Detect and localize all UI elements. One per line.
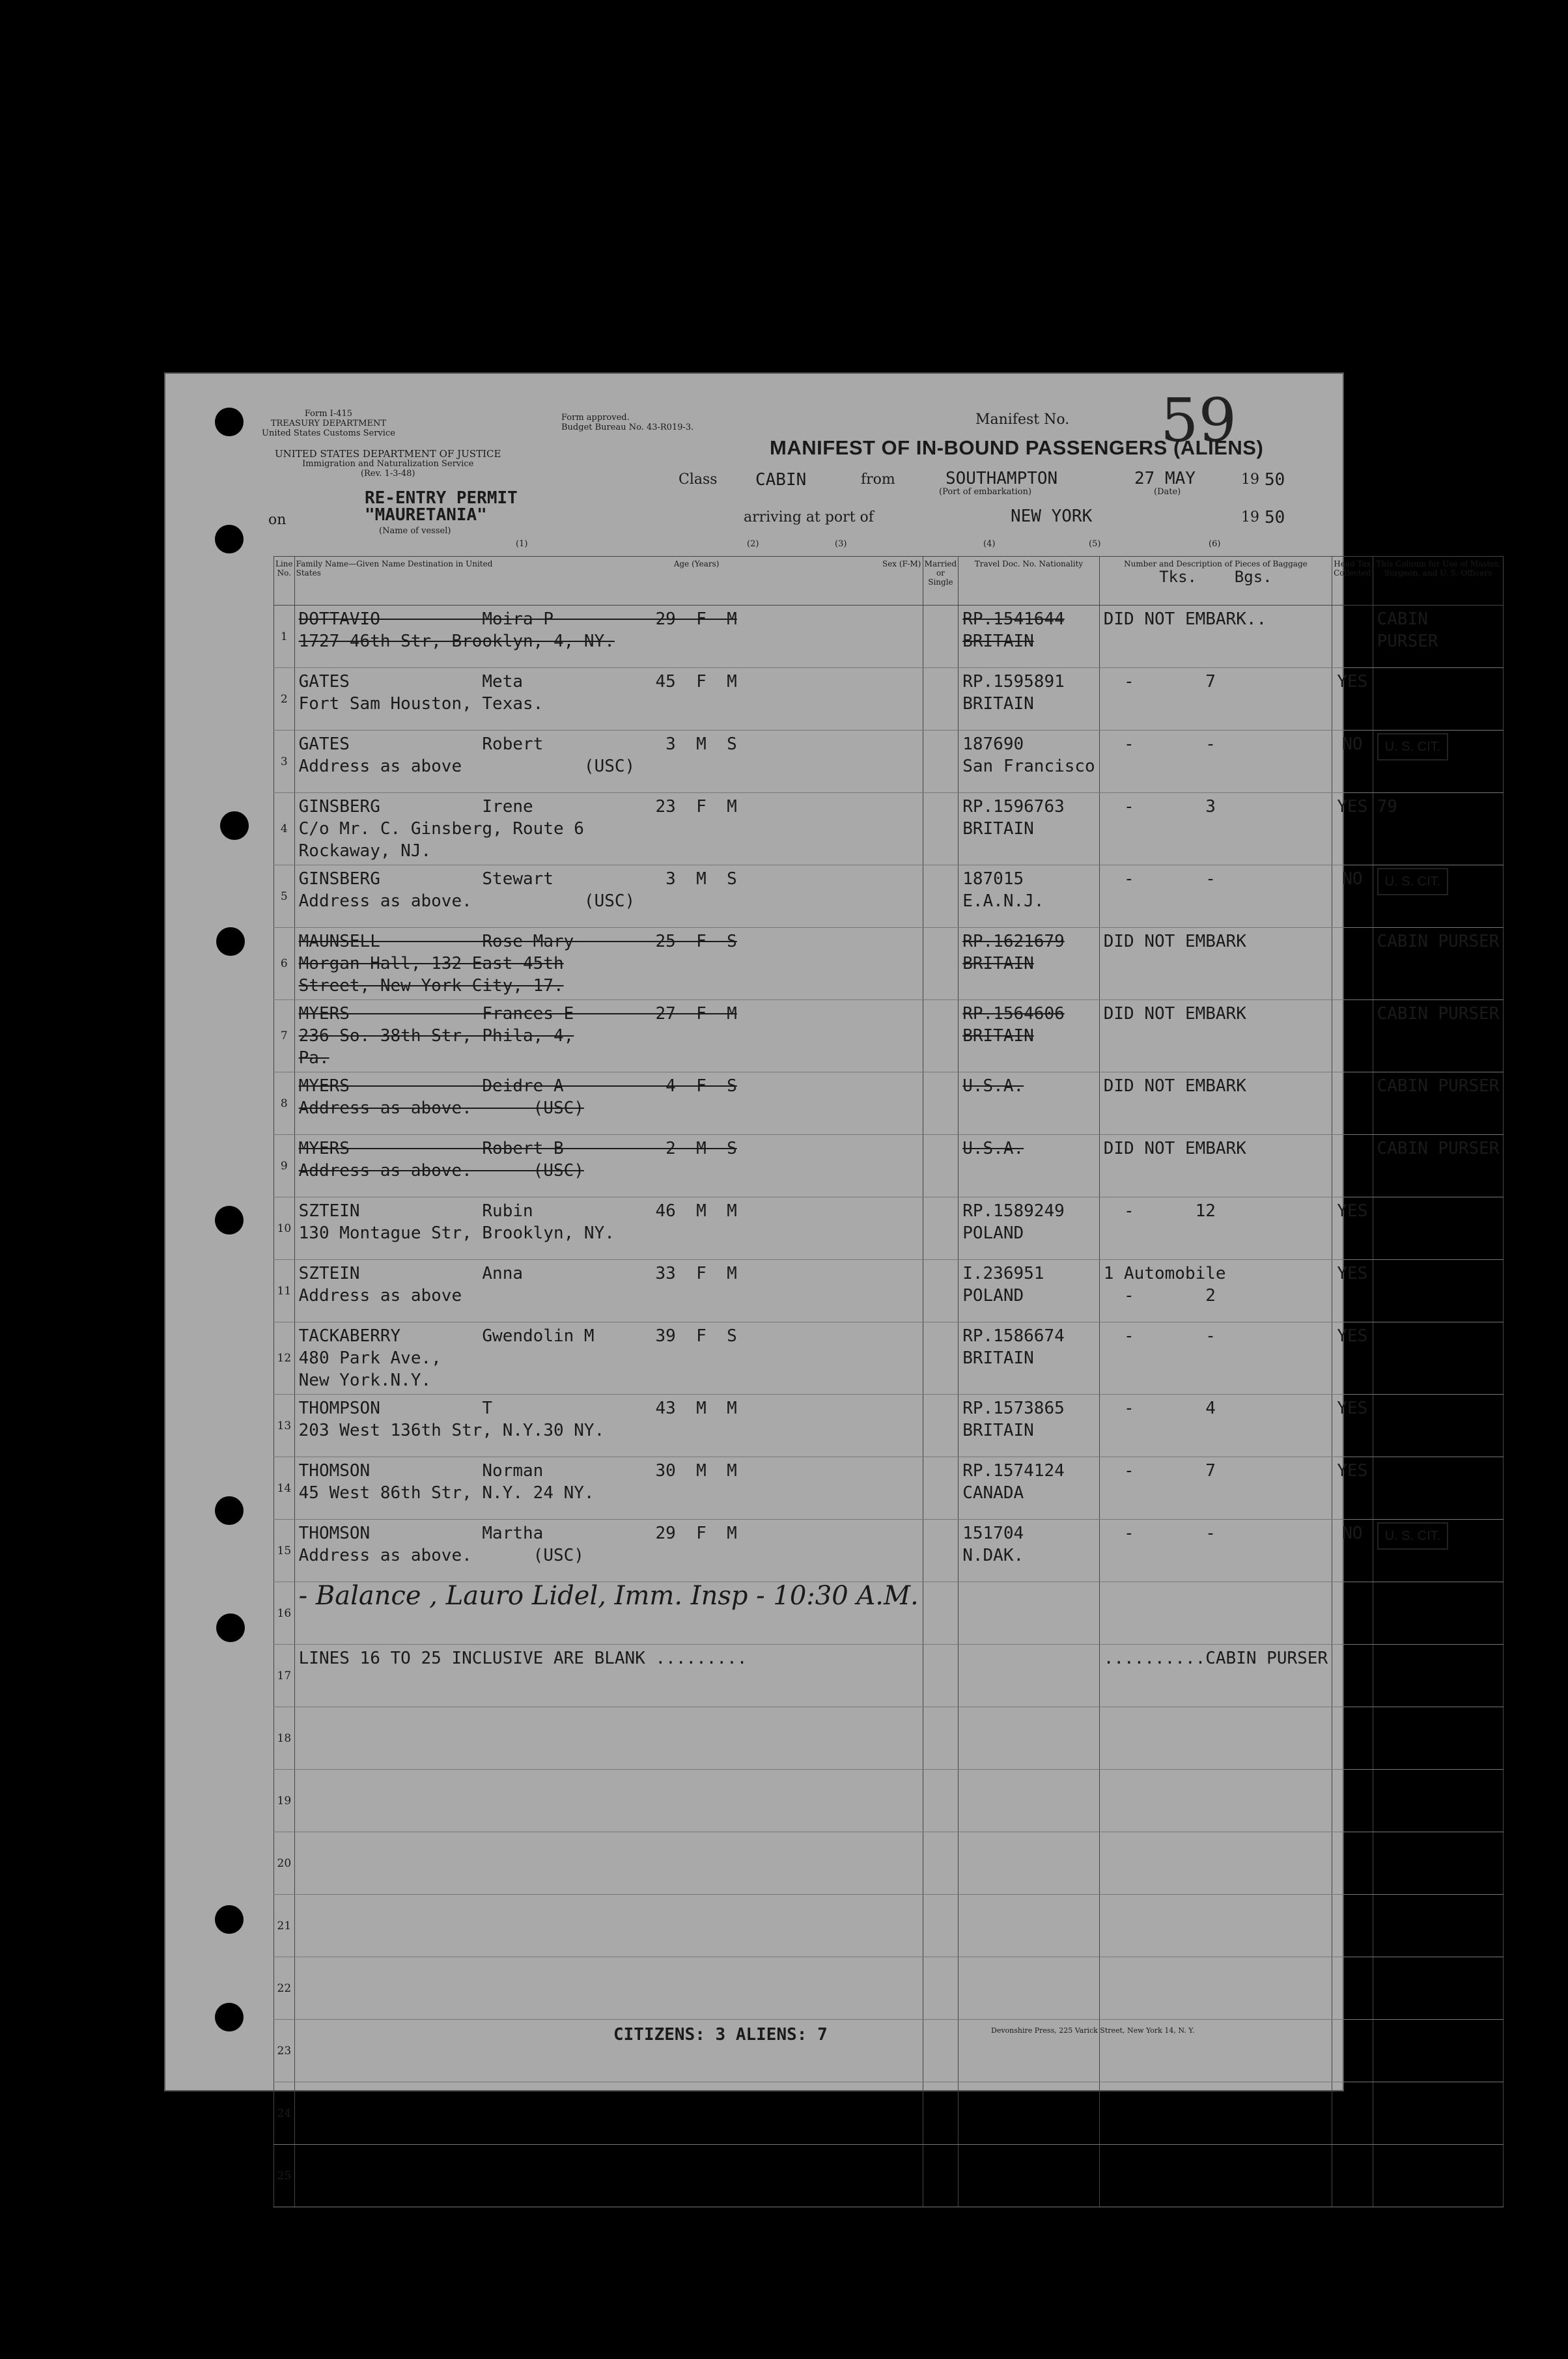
table-header [274, 557, 1504, 606]
table-row [274, 928, 1504, 1000]
cell-doc: RP.1595891 BRITAIN [959, 668, 1100, 731]
cell-off [1373, 1707, 1504, 1770]
cell-ms [923, 1000, 959, 1072]
form-block: Form I-415 TREASURY DEPARTMENT United States Customs Service [262, 409, 395, 438]
cell-off [1373, 1957, 1504, 2020]
col-sex: Sex (F-M) [882, 559, 921, 568]
cell-line: 2 [274, 668, 295, 731]
year-prefix-2: 19 [1241, 509, 1259, 525]
punch-hole [220, 811, 249, 840]
col-doc: Travel Doc. No. Nationality [959, 557, 1100, 606]
cell-off [1373, 668, 1504, 731]
cell-bag: - 12 [1099, 1197, 1332, 1260]
cell-line: 9 [274, 1135, 295, 1197]
cell-line: 12 [274, 1322, 295, 1395]
embark-caption: (Port of embarkation) [939, 487, 1032, 497]
year: 50 [1265, 470, 1285, 490]
cell-off [1373, 1645, 1504, 1707]
cell-off: U. S. CIT. [1373, 865, 1504, 928]
col-name-label: Family Name—Given Name Destination in United States [296, 559, 493, 578]
cell-doc [959, 1957, 1100, 2020]
cell-tax [1332, 1582, 1373, 1645]
cell-off [1373, 2082, 1504, 2145]
cell-off [1373, 2020, 1504, 2082]
totals: CITIZENS: 3 ALIENS: 7 [613, 2025, 828, 2045]
cell-line: 14 [274, 1457, 295, 1520]
table-row [274, 793, 1504, 865]
approval-block: Form approved. Budget Bureau No. 43-R019-3. [561, 413, 694, 432]
cell-name: MYERS Frances E 27 F M 236 So. 38th Str, Phila, 4, Pa. [294, 1000, 923, 1072]
col-num-3: (3) [835, 539, 847, 549]
table-row [274, 1770, 1504, 1832]
col-tax: Head Tax Collected [1332, 557, 1373, 606]
cell-off [1373, 2145, 1504, 2207]
col-baggage-label: Number and Description of Pieces of Baggage [1124, 559, 1308, 568]
cell-tax [1332, 1895, 1373, 1957]
cell-name: THOMPSON T 43 M M 203 West 136th Str, N.Y.30 NY. [294, 1395, 923, 1457]
cell-line: 13 [274, 1395, 295, 1457]
cell-tax: YES [1332, 1260, 1373, 1322]
cell-doc [959, 1832, 1100, 1895]
cell-bag: - - [1099, 1322, 1332, 1395]
cell-name: SZTEIN Anna 33 F M Address as above [294, 1260, 923, 1322]
cell-line: 19 [274, 1770, 295, 1832]
table-row [274, 1832, 1504, 1895]
cell-tax: YES [1332, 1197, 1373, 1260]
cell-bag: DID NOT EMBARK [1099, 1000, 1332, 1072]
cell-off: CABIN PURSER [1373, 606, 1504, 668]
cell-bag: - 4 [1099, 1395, 1332, 1457]
cell-ms [923, 1770, 959, 1832]
cell-bag [1099, 1707, 1332, 1770]
col-married: Married or Single [923, 557, 959, 606]
on-label: on [268, 512, 287, 528]
table-row [274, 1645, 1504, 1707]
cell-off [1373, 1895, 1504, 1957]
cell-tax [1332, 2020, 1373, 2082]
col-num-6: (6) [1209, 539, 1221, 549]
punch-hole [215, 1496, 244, 1525]
cell-name: MAUNSELL Rose Mary 25 F S Morgan Hall, 132 East 45th Street, New York City, 17. [294, 928, 923, 1000]
cell-name: - Balance , Lauro Lidel, Imm. Insp - 10:30 A.M. [294, 1582, 923, 1645]
cell-tax [1332, 2082, 1373, 2145]
cell-bag: DID NOT EMBARK.. [1099, 606, 1332, 668]
cell-tax: YES [1332, 1322, 1373, 1395]
cell-name: MYERS Deidre A 4 F S Address as above. (USC) [294, 1072, 923, 1135]
cell-line: 7 [274, 1000, 295, 1072]
cell-bag [1099, 2145, 1332, 2207]
cell-bag: ..........CABIN PURSER [1099, 1645, 1332, 1707]
cell-tax [1332, 1645, 1373, 1707]
cell-name [294, 1770, 923, 1832]
cell-doc [959, 1895, 1100, 1957]
cell-off: CABIN PURSER [1373, 1135, 1504, 1197]
cell-off [1373, 1832, 1504, 1895]
cell-line: 25 [274, 2145, 295, 2207]
table-row [274, 1000, 1504, 1072]
embark-port: SOUTHAMPTON [945, 469, 1058, 488]
cell-doc [959, 1645, 1100, 1707]
cell-doc: U.S.A. [959, 1135, 1100, 1197]
cell-ms [923, 668, 959, 731]
cell-name: GATES Meta 45 F M Fort Sam Houston, Texas. [294, 668, 923, 731]
table-row [274, 1707, 1504, 1770]
cell-doc: 187015 E.A.N.J. [959, 865, 1100, 928]
cell-bag [1099, 1770, 1332, 1832]
cell-off [1373, 1457, 1504, 1520]
re-entry-label: RE-ENTRY PERMIT [365, 488, 518, 508]
manifest-label: Manifest No. [975, 412, 1070, 428]
cell-ms [923, 1322, 959, 1395]
punch-hole [215, 1206, 244, 1235]
cell-bag: - 3 [1099, 793, 1332, 865]
cell-off [1373, 1260, 1504, 1322]
cell-line: 23 [274, 2020, 295, 2082]
cell-off [1373, 1197, 1504, 1260]
cell-bag [1099, 1957, 1332, 2020]
cell-ms [923, 1582, 959, 1645]
cell-bag: - - [1099, 1520, 1332, 1582]
table-row [274, 1457, 1504, 1520]
cell-bag: DID NOT EMBARK [1099, 1135, 1332, 1197]
cell-off: 79 [1373, 793, 1504, 865]
cell-name [294, 1832, 923, 1895]
punch-hole [215, 2003, 244, 2031]
cell-tax [1332, 928, 1373, 1000]
cell-line: 3 [274, 731, 295, 793]
cell-ms [923, 1395, 959, 1457]
cell-tax [1332, 2145, 1373, 2207]
table-row [274, 1520, 1504, 1582]
printer-imprint: Devonshire Press, 225 Varick Street, New York 14, N. Y. [991, 2026, 1195, 2035]
dept-block: UNITED STATES DEPARTMENT OF JUSTICE Immigration and Naturalization Service (Rev. 1-3-48) [275, 448, 501, 479]
arriving-label: arriving at port of [744, 509, 874, 525]
cell-tax [1332, 1707, 1373, 1770]
cell-tax [1332, 1072, 1373, 1135]
cell-ms [923, 2145, 959, 2207]
table-row [274, 1135, 1504, 1197]
cell-bag: - - [1099, 865, 1332, 928]
cell-tax [1332, 1135, 1373, 1197]
table-row [274, 668, 1504, 731]
cell-name [294, 1707, 923, 1770]
cell-off: CABIN PURSER [1373, 928, 1504, 1000]
cell-doc: RP.1541644 BRITAIN [959, 606, 1100, 668]
cell-line: 11 [274, 1260, 295, 1322]
cell-off [1373, 1582, 1504, 1645]
cell-line: 4 [274, 793, 295, 865]
cell-line: 6 [274, 928, 295, 1000]
cell-ms [923, 1260, 959, 1322]
cell-ms [923, 2020, 959, 2082]
punch-hole [215, 525, 244, 553]
cell-ms [923, 1072, 959, 1135]
arrival-port: NEW YORK [1011, 507, 1093, 526]
cell-doc: RP.1586674 BRITAIN [959, 1322, 1100, 1395]
cell-off: U. S. CIT. [1373, 731, 1504, 793]
vessel-caption: (Name of vessel) [379, 526, 451, 536]
cell-line: 16 [274, 1582, 295, 1645]
cell-name: GATES Robert 3 M S Address as above (USC) [294, 731, 923, 793]
cell-name [294, 1957, 923, 2020]
cell-tax: YES [1332, 1395, 1373, 1457]
cell-line: 1 [274, 606, 295, 668]
year-2: 50 [1265, 508, 1285, 527]
table-row [274, 1322, 1504, 1395]
table-row [274, 2082, 1504, 2145]
cell-doc: RP.1589249 POLAND [959, 1197, 1100, 1260]
col-name [294, 557, 923, 606]
table-row [274, 1395, 1504, 1457]
cell-tax [1332, 1770, 1373, 1832]
table-row [274, 2145, 1504, 2207]
punch-hole [215, 1905, 244, 1934]
table-row [274, 731, 1504, 793]
cell-ms [923, 865, 959, 928]
table-row [274, 1895, 1504, 1957]
cell-bag [1099, 1832, 1332, 1895]
cell-ms [923, 1520, 959, 1582]
cell-doc [959, 1770, 1100, 1832]
cell-doc: RP.1573865 BRITAIN [959, 1395, 1100, 1457]
class-label: Class [679, 471, 718, 488]
cell-ms [923, 1645, 959, 1707]
cell-name: TACKABERRY Gwendolin M 39 F S 480 Park Ave., New York.N.Y. [294, 1322, 923, 1395]
table-row [274, 2020, 1504, 2082]
cell-off [1373, 1322, 1504, 1395]
cell-bag [1099, 2082, 1332, 2145]
cell-bag [1099, 1582, 1332, 1645]
bgs-label: Bgs. [1234, 568, 1272, 586]
cell-name: LINES 16 TO 25 INCLUSIVE ARE BLANK ......... [294, 1645, 923, 1707]
cell-bag: DID NOT EMBARK [1099, 1072, 1332, 1135]
cell-name: THOMSON Martha 29 F M Address as above. (USC) [294, 1520, 923, 1582]
cell-tax [1332, 1957, 1373, 2020]
cell-line: 24 [274, 2082, 295, 2145]
punch-hole [215, 408, 244, 436]
cell-doc: 151704 N.DAK. [959, 1520, 1100, 1582]
cell-bag: - 7 [1099, 1457, 1332, 1520]
cell-line: 20 [274, 1832, 295, 1895]
col-baggage [1099, 557, 1332, 606]
from-label: from [861, 471, 895, 488]
cell-ms [923, 1135, 959, 1197]
cell-doc: I.236951 POLAND [959, 1260, 1100, 1322]
cell-off [1373, 1770, 1504, 1832]
cell-tax: YES [1332, 1457, 1373, 1520]
col-officers: This Column for Use of Master, Surgeon, and U. S. Officers [1373, 557, 1504, 606]
cell-name: GINSBERG Irene 23 F M C/o Mr. C. Ginsberg, Route 6 Rockaway, NJ. [294, 793, 923, 865]
cell-ms [923, 1197, 959, 1260]
cell-line: 8 [274, 1072, 295, 1135]
year-prefix: 19 [1241, 471, 1259, 488]
table-row [274, 606, 1504, 668]
cell-doc [959, 2145, 1100, 2207]
cell-tax [1332, 606, 1373, 668]
cell-ms [923, 731, 959, 793]
page-title: MANIFEST OF IN-BOUND PASSENGERS (ALIENS) [770, 436, 1264, 459]
table-row [274, 1957, 1504, 2020]
cell-ms [923, 2082, 959, 2145]
cell-ms [923, 793, 959, 865]
cell-tax: NO [1332, 731, 1373, 793]
cell-doc [959, 2082, 1100, 2145]
cell-off: CABIN PURSER [1373, 1000, 1504, 1072]
cell-bag: - 7 [1099, 668, 1332, 731]
cell-tax [1332, 1000, 1373, 1072]
col-num-4: (4) [983, 539, 996, 549]
cell-doc: U.S.A. [959, 1072, 1100, 1135]
cell-name: MYERS Robert B 2 M S Address as above. (USC) [294, 1135, 923, 1197]
col-age: Age (Years) [673, 559, 720, 568]
class-value: CABIN [755, 470, 807, 490]
cell-off [1373, 1395, 1504, 1457]
cell-name [294, 2020, 923, 2082]
vessel-name: "MAURETANIA" [365, 505, 487, 525]
tks-label: Tks. [1159, 568, 1197, 586]
cell-doc [959, 1707, 1100, 1770]
table-row [274, 1582, 1504, 1645]
cell-tax: NO [1332, 1520, 1373, 1582]
cell-bag: DID NOT EMBARK [1099, 928, 1332, 1000]
table-row [274, 1197, 1504, 1260]
embark-date: 27 MAY [1134, 469, 1196, 488]
manifest-number: 59 [1160, 385, 1237, 455]
cell-ms [923, 1957, 959, 2020]
cell-name: SZTEIN Rubin 46 M M 130 Montague Str, Brooklyn, NY. [294, 1197, 923, 1260]
cell-name: GINSBERG Stewart 3 M S Address as above. (USC) [294, 865, 923, 928]
col-line: Line No. [274, 557, 295, 606]
cell-off: U. S. CIT. [1373, 1520, 1504, 1582]
cell-tax: YES [1332, 793, 1373, 865]
cell-name [294, 2082, 923, 2145]
cell-off: CABIN PURSER [1373, 1072, 1504, 1135]
table-row [274, 865, 1504, 928]
cell-ms [923, 1707, 959, 1770]
cell-line: 17 [274, 1645, 295, 1707]
punch-hole [216, 927, 245, 956]
cell-doc: RP.1564606 BRITAIN [959, 1000, 1100, 1072]
col-num-2: (2) [747, 539, 759, 549]
manifest-page [164, 372, 1500, 2183]
table-row [274, 1072, 1504, 1135]
cell-bag [1099, 1895, 1332, 1957]
cell-name [294, 2145, 923, 2207]
cell-line: 5 [274, 865, 295, 928]
cell-ms [923, 606, 959, 668]
cell-doc: RP.1574124 CANADA [959, 1457, 1100, 1520]
cell-doc: RP.1596763 BRITAIN [959, 793, 1100, 865]
cell-line: 22 [274, 1957, 295, 2020]
cell-tax: YES [1332, 668, 1373, 731]
date-caption: (Date) [1154, 487, 1181, 497]
col-num-5: (5) [1089, 539, 1101, 549]
table-row [274, 1260, 1504, 1322]
cell-line: 21 [274, 1895, 295, 1957]
cell-bag: 1 Automobile - 2 [1099, 1260, 1332, 1322]
cell-bag: - - [1099, 731, 1332, 793]
cell-line: 15 [274, 1520, 295, 1582]
cell-ms [923, 1895, 959, 1957]
punch-hole [216, 1613, 245, 1642]
cell-tax: NO [1332, 865, 1373, 928]
cell-name [294, 1895, 923, 1957]
cell-ms [923, 1457, 959, 1520]
cell-ms [923, 1832, 959, 1895]
cell-name: THOMSON Norman 30 M M 45 West 86th Str, N.Y. 24 NY. [294, 1457, 923, 1520]
cell-line: 10 [274, 1197, 295, 1260]
cell-doc [959, 1582, 1100, 1645]
passenger-table [273, 556, 1504, 2207]
cell-doc: 187690 San Francisco [959, 731, 1100, 793]
cell-line: 18 [274, 1707, 295, 1770]
cell-ms [923, 928, 959, 1000]
cell-tax [1332, 1832, 1373, 1895]
cell-doc: RP.1621679 BRITAIN [959, 928, 1100, 1000]
cell-name: DOTTAVIO Moira P 29 F M 1727 46th Str, Brooklyn, 4, NY. [294, 606, 923, 668]
col-num-1: (1) [516, 539, 528, 549]
